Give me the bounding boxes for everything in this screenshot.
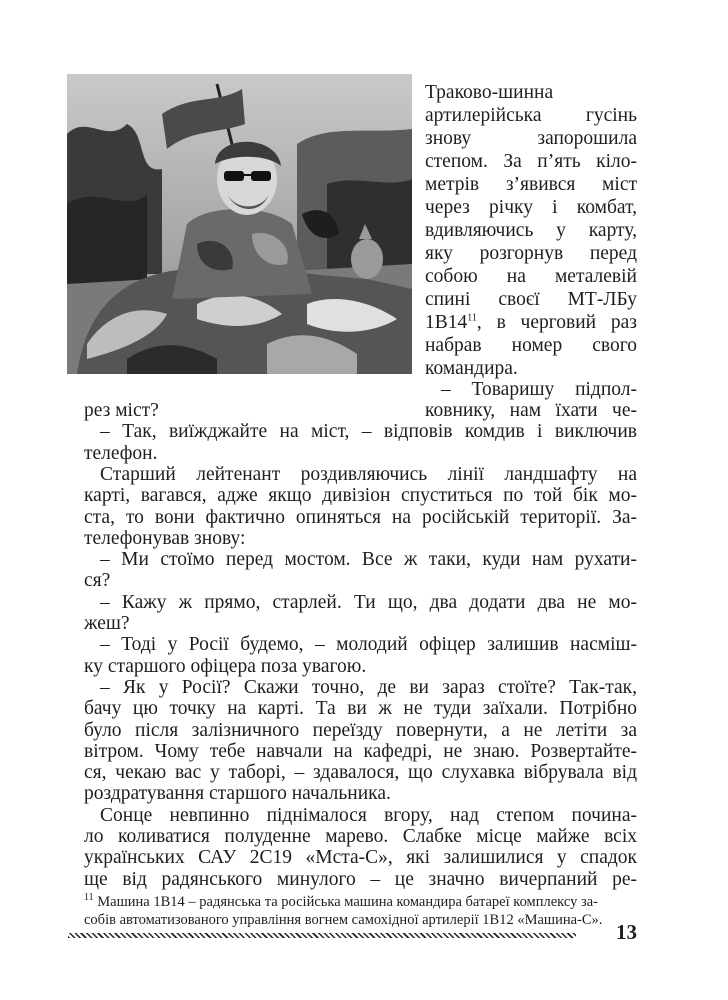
body-line-11: жеш? [84, 613, 130, 634]
body-line-23: ще від радянського минулого – це значно вичерпаний ре- [84, 868, 637, 890]
page-number: 13 [616, 919, 637, 944]
footnote-ref-mark[interactable]: 11 [467, 312, 477, 324]
body-line-6: ста, то вони фактично опиняться на російській території. За- [84, 506, 637, 528]
body-line-14: – Як у Росії? Скажи точно, де ви зараз стоїте? Так-так, [100, 676, 637, 698]
body-line-21: ло коливатися полуденне марево. Слабке місце майже всіх [84, 826, 637, 847]
side-text-line-7: вдивляючись у карту, [425, 220, 637, 241]
body-line-16: було після залізничного переїзду повернути, а не летіти за [84, 719, 637, 741]
side-text-line-5: метрів з’явився міст [425, 174, 637, 195]
body-line-2: – Так, виїжджайте на міст, – відповів комдив і виключив [100, 421, 637, 443]
body-line-10: – Кажу ж прямо, старлей. Ти що, два додати два не мо- [100, 591, 637, 613]
body-line-20: Сонце невпинно піднімалося вгору, над степом почина- [100, 804, 637, 826]
side-text-line-11-rest: , в черговий раз [476, 312, 637, 333]
body-line-4: Старший лейтенант роздивляючись лінії ландшафту на [100, 463, 637, 485]
side-text-line-14: – Товаришу підпол- [441, 379, 637, 400]
body-line-5: карті, вагався, адже якщо дивізіон спуститься по той бік мо- [84, 485, 637, 507]
body-line-15: бачу цю точку на карті. Та ви ж не туди заїхали. Потрібно [84, 698, 637, 720]
footnote-line-1 [84, 893, 637, 912]
side-text-line-1: Траково-шинна [425, 82, 554, 103]
body-line-7: телефонував знову: [84, 527, 246, 549]
body-line-19: роздратування старшого начальника. [84, 783, 391, 805]
body-line-13: ку старшого офіцера поза увагою. [84, 655, 367, 677]
body-line-22: українських САУ 2С19 «Мста-С», які залишилися у спадок [84, 847, 637, 869]
side-text-line-11 [425, 313, 637, 333]
footnote-mark: 11 [84, 892, 94, 904]
side-text-line-15: ковнику, нам їхати че- [425, 400, 637, 421]
side-text-line-9: собою на металевій [425, 266, 637, 287]
footnote-text-1: Машина 1В14 – радянська та російська машина командира батареї комплексу за- [93, 893, 598, 910]
decorative-bottom-rule [68, 933, 576, 938]
side-text-line-2: артилерійська гусінь [425, 105, 637, 126]
body-line-12: – Тоді у Росії будемо, – молодий офіцер залишив насміш- [100, 634, 637, 656]
side-text-line-6: через річку і комбат, [425, 197, 637, 218]
soldier-photo-image [67, 74, 412, 374]
body-line-18: ся, чекаю вас у таборі, – здавалося, що слухавка вібрувала від [84, 762, 637, 784]
side-text-line-3: знову запорошила [425, 128, 637, 149]
body-line-3: телефон. [84, 442, 158, 464]
body-line-17: вітром. Чому тебе навчали на кафедрі, не знаю. Розвертайте- [84, 740, 637, 762]
side-text-line-4: степом. За п’ять кіло- [425, 151, 637, 172]
body-line-1: рез міст? [84, 400, 159, 421]
footnote-line-2: собів автоматизованого управління вогнем самохідної артилерії 1В12 «Машина-С». [84, 911, 603, 928]
side-text-line-13: командира. [425, 358, 518, 379]
body-line-8: – Ми стоїмо перед мостом. Все ж таки, куди нам рухати- [100, 549, 637, 571]
side-text-line-10: спині своєї МТ-ЛБу [425, 289, 637, 310]
vehicle-code: 1В14 [425, 312, 468, 333]
side-text-line-12: набрав номер свого [425, 335, 637, 356]
side-text-line-8: яку розгорнув перед [425, 243, 637, 264]
body-line-9: ся? [84, 570, 111, 592]
soldier-photo [67, 74, 412, 374]
